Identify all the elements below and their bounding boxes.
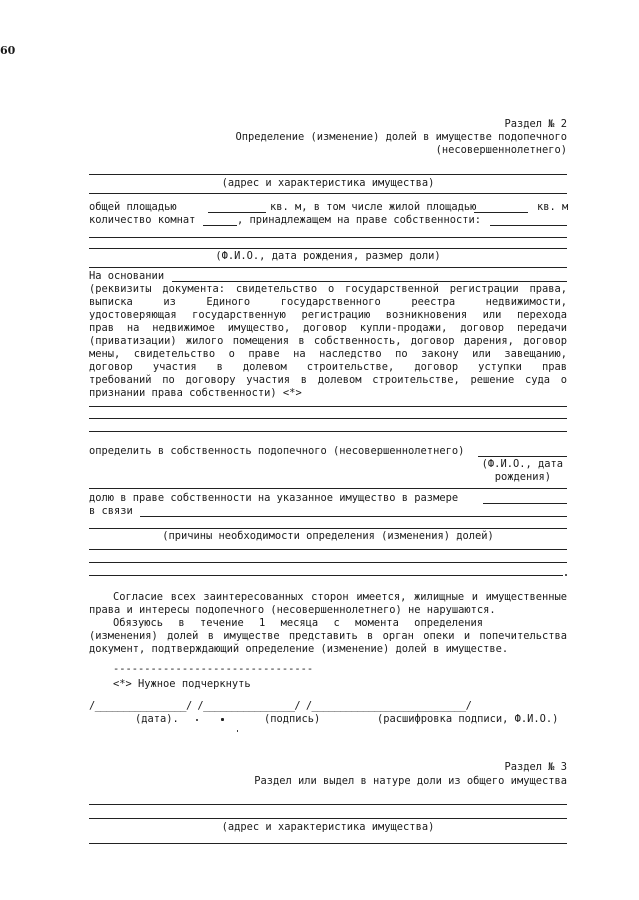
fio-caption-2: рождения) xyxy=(494,471,551,483)
child-fio-field[interactable] xyxy=(478,456,567,457)
due-to-field[interactable] xyxy=(140,516,567,517)
owner-line-3[interactable] xyxy=(89,267,567,268)
address-caption: (адрес и характеристика имущества) xyxy=(221,177,435,189)
area-total-field[interactable] xyxy=(208,212,266,213)
share-label: долю в праве собственности на указанное имущество в размере xyxy=(89,492,459,504)
reasons-caption: (причины необходимости определения (изменения) долей) xyxy=(162,530,494,542)
ownership-field[interactable] xyxy=(490,225,567,226)
page-number: 60 xyxy=(0,44,16,57)
area-living-field[interactable] xyxy=(474,212,528,213)
requisites-field-3[interactable] xyxy=(89,431,567,432)
requisites-line: (реквизиты документа: свидетельство о государственной регистрации права, xyxy=(89,283,567,295)
section2-title-line1: Определение (изменение) долей в имуществе подопечного xyxy=(235,131,567,143)
requisites-line: прав на недвижимое имущество, договор купли-продажи, договор передачи xyxy=(89,322,567,334)
oblige-line: (изменения) долей в имуществе представить в орган опеки и попечительства xyxy=(89,630,567,642)
section3-title: Раздел или выдел в натуре доли из общего имущества xyxy=(254,775,567,787)
scan-speck xyxy=(196,719,198,721)
section2-title-line2: (несовершеннолетнего) xyxy=(435,144,567,156)
ownership-label: , принадлежащем на праве собственности: xyxy=(237,214,481,226)
section3-address-line-2[interactable] xyxy=(89,818,567,819)
reasons-line[interactable] xyxy=(89,528,567,529)
section3-address-caption: (адрес и характеристика имущества) xyxy=(221,821,435,833)
child-fio-line[interactable] xyxy=(89,488,567,489)
requisites-field-1[interactable] xyxy=(89,406,567,407)
requisites-line: мены, свидетельство о праве на наследство по закону или завещанию, xyxy=(89,348,567,360)
requisites-line: требований по договору участия в долевом строительстве, решение суда о xyxy=(89,374,567,386)
basis-label: На основании xyxy=(89,270,165,282)
person-caption: (Ф.И.О., дата рождения, размер доли) xyxy=(215,250,441,262)
fio-caption-1: (Ф.И.О., дата xyxy=(481,458,563,470)
basis-field[interactable] xyxy=(172,281,567,282)
requisites-field-2[interactable] xyxy=(89,418,567,419)
signature-line[interactable]: /________________/ /________________/ /___________________________/ xyxy=(89,700,472,712)
address-line-2 xyxy=(89,193,567,194)
address-line xyxy=(89,174,567,175)
section3-heading: Раздел № 3 xyxy=(504,761,567,773)
due-to-label: в связи xyxy=(89,505,133,517)
owner-line-1[interactable] xyxy=(89,237,567,238)
requisites-line: удостоверяющая государственную регистрацию возникновения или перехода xyxy=(89,309,567,321)
scan-speck xyxy=(221,718,224,721)
footnote: <*> Нужное подчеркнуть xyxy=(113,678,251,690)
rooms-label: количество комнат xyxy=(89,214,196,226)
section3-address-line-1[interactable] xyxy=(89,804,567,805)
scan-speck xyxy=(237,730,238,732)
signature-date-caption: (дата). xyxy=(135,713,179,725)
signature-sign-caption: (подпись) xyxy=(264,713,321,725)
requisites-line: (приватизации) жилого помещения в собственность, договор дарения, договор xyxy=(89,335,567,347)
reasons-field-1[interactable] xyxy=(89,549,567,550)
oblige-line: Обязуюсь в течение 1 месяца с момента определения xyxy=(113,617,483,629)
requisites-line: признании права собственности) <*> xyxy=(89,387,302,399)
oblige-line: документ, подтверждающий определение (изменение) долей в имуществе. xyxy=(89,643,509,655)
consent-line: Согласие всех заинтересованных сторон имеется, жилищные и имущественные xyxy=(113,591,567,603)
area-unit-label: кв. м xyxy=(537,201,569,213)
footnote-rule: -------------------------------- xyxy=(113,663,314,675)
requisites-line: договор участия в долевом строительстве, договор уступки прав xyxy=(89,361,567,373)
section3-address-line-3[interactable] xyxy=(89,843,567,844)
area-total-label: общей площадью xyxy=(89,201,177,213)
reasons-field-3[interactable] xyxy=(89,575,563,576)
consent-line: права и интересы подопечного (несовершеннолетнего) не нарушаются. xyxy=(89,604,496,616)
reasons-field-2[interactable] xyxy=(89,562,567,563)
section2-heading: Раздел № 2 xyxy=(504,118,567,130)
signature-decode-caption: (расшифровка подписи, Ф.И.О.) xyxy=(377,713,559,725)
share-field[interactable] xyxy=(483,503,567,504)
rooms-field[interactable] xyxy=(203,225,237,226)
owner-line-2[interactable] xyxy=(89,248,567,249)
area-living-label: кв. м, в том числе жилой площадью xyxy=(270,201,477,213)
determine-label: определить в собственность подопечного (несовершеннолетнего) xyxy=(89,445,465,457)
requisites-line: выписка из Единого государственного реестра недвижимости, xyxy=(89,296,567,308)
period-mark xyxy=(565,574,567,576)
